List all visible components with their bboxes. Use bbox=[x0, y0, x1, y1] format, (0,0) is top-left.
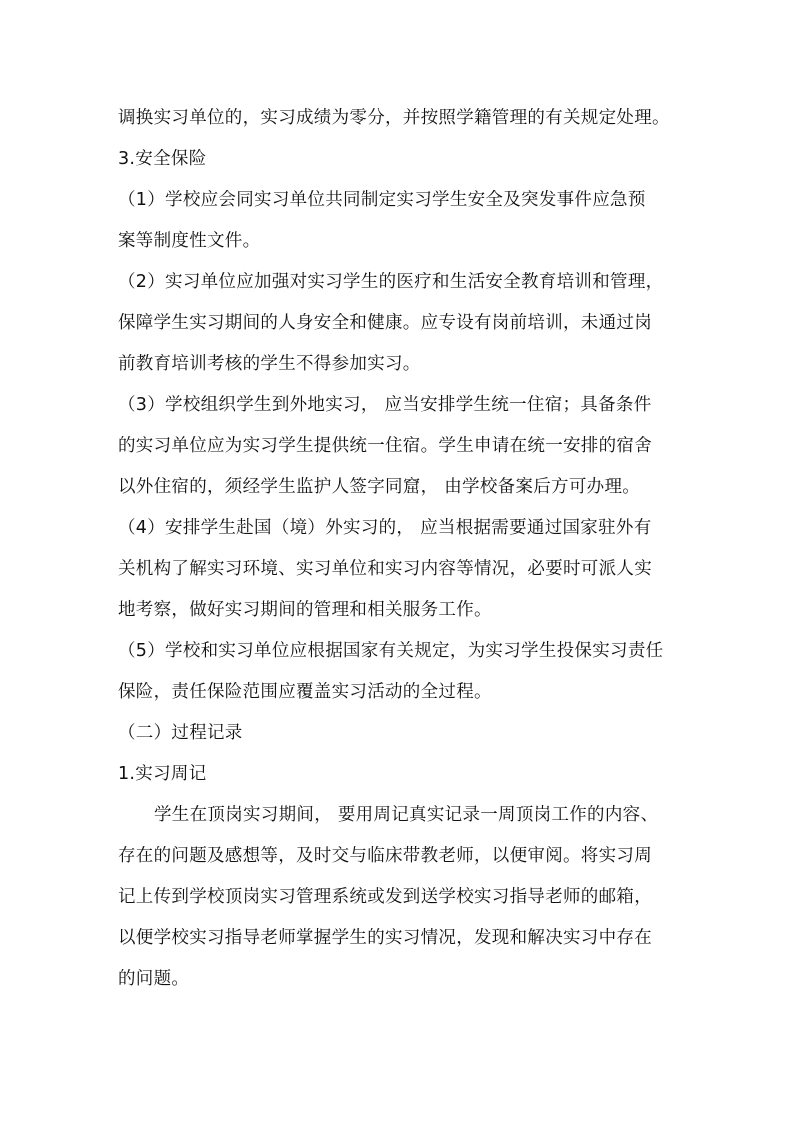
text-line-12: 关机构了解实习环境、实习单位和实习内容等情况，必要时可派人实 bbox=[118, 559, 652, 579]
text-line-18: 学生在顶岗实习期间， 要用周记真实记录一周顶岗工作的内容、 bbox=[154, 805, 659, 825]
text-line-3: （1）学校应会同实习单位共同制定实习学生安全及突发事件应急预 bbox=[118, 190, 646, 210]
section-heading-process-record: （二）过程记录 bbox=[118, 723, 243, 743]
text-line-4: 案等制度性文件。 bbox=[118, 231, 261, 251]
section-heading-safety-insurance: 3.安全保险 bbox=[118, 149, 207, 169]
text-line-20: 记上传到学校顶岗实习管理系统或发到送学校实习指导老师的邮箱， bbox=[118, 887, 652, 907]
text-line-6: 保障学生实习期间的人身安全和健康。应专设有岗前培训，未通过岗 bbox=[118, 313, 652, 333]
text-line-8: （3）学校组织学生到外地实习， 应当安排学生统一住宿；具备条件 bbox=[118, 395, 652, 415]
text-line-5: （2）实习单位应加强对实习学生的医疗和生活安全教育培训和管理， bbox=[118, 272, 664, 292]
text-line-11: （4）安排学生赴国（境）外实习的， 应当根据需要通过国家驻外有 bbox=[118, 518, 652, 538]
text-line-9: 的实习单位应为实习学生提供统一住宿。学生申请在统一安排的宿舍 bbox=[118, 436, 652, 456]
text-line-7: 前教育培训考核的学生不得参加实习。 bbox=[118, 354, 421, 374]
text-line-14: （5）学校和实习单位应根据国家有关规定，为实习学生投保实习责任 bbox=[118, 641, 664, 661]
text-line-1: 调换实习单位的，实习成绩为零分，并按照学籍管理的有关规定处理。 bbox=[118, 108, 670, 128]
text-line-13: 地考察，做好实习期间的管理和相关服务工作。 bbox=[118, 600, 492, 620]
text-line-19: 存在的问题及感想等，及时交与临床带教老师，以便审阅。将实习周 bbox=[118, 846, 652, 866]
text-line-15: 保险，责任保险范围应覆盖实习活动的全过程。 bbox=[118, 682, 492, 702]
section-heading-weekly-journal: 1.实习周记 bbox=[118, 764, 207, 784]
text-line-22: 的问题。 bbox=[118, 969, 190, 989]
text-line-21: 以便学校实习指导老师掌握学生的实习情况，发现和解决实习中存在 bbox=[118, 928, 652, 948]
text-line-10: 以外住宿的，须经学生监护人签字同窟， 由学校备案后方可办理。 bbox=[118, 477, 641, 497]
